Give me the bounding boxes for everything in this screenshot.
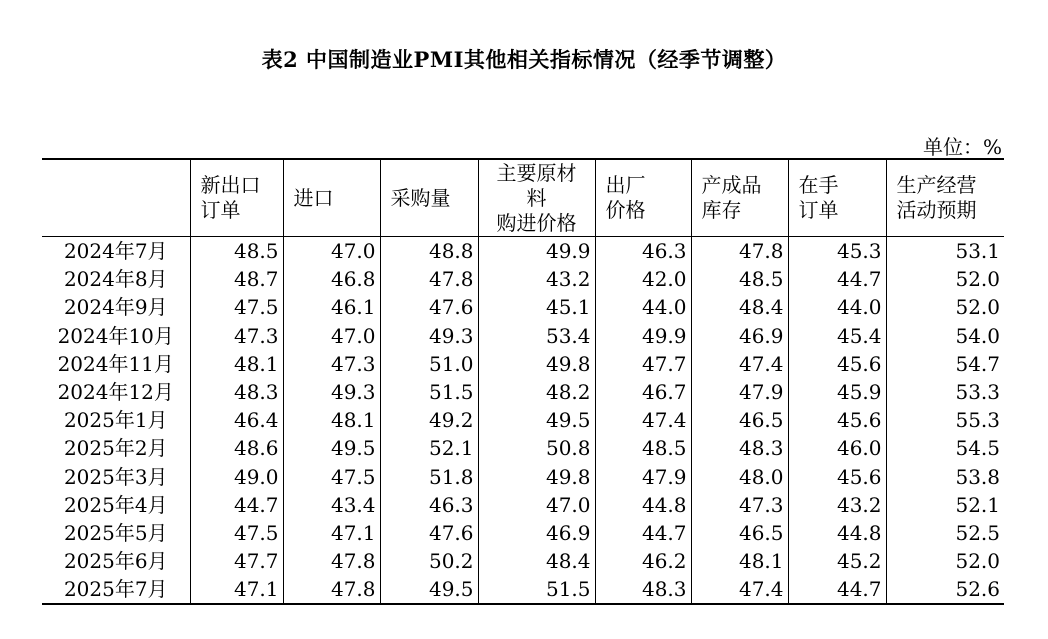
header-input-prices: 主要原材 料 购进价格	[478, 159, 595, 237]
header-backlog-orders: 在手 订单	[788, 159, 886, 237]
cell: 48.3	[190, 378, 283, 406]
cell: 49.2	[380, 406, 478, 434]
cell: 49.3	[283, 378, 380, 406]
cell: 47.6	[380, 293, 478, 321]
cell: 47.8	[691, 237, 788, 266]
table-row	[42, 350, 1004, 378]
cell: 45.2	[788, 547, 886, 575]
cell: 45.6	[788, 350, 886, 378]
cell: 47.4	[691, 575, 788, 604]
cell: 46.3	[380, 491, 478, 519]
row-month: 2024年11月	[57, 351, 174, 376]
header-finished-goods-inventory: 产成品 库存	[691, 159, 788, 237]
cell: 47.8	[380, 265, 478, 293]
cell: 44.7	[595, 519, 691, 547]
cell: 47.3	[691, 491, 788, 519]
header-new-export-orders: 新出口 订单	[190, 159, 283, 237]
table-title: 表2 中国制造业PMI其他相关指标情况（经季节调整）	[261, 47, 787, 72]
cell: 52.0	[886, 547, 1004, 575]
cell: 50.2	[380, 547, 478, 575]
cell: 48.1	[283, 406, 380, 434]
row-month: 2024年7月	[63, 239, 168, 264]
cell: 47.4	[595, 406, 691, 434]
cell: 48.6	[190, 434, 283, 462]
header-purchase-quantity: 采购量	[380, 159, 478, 237]
cell: 44.8	[788, 519, 886, 547]
cell: 52.5	[886, 519, 1004, 547]
table-row	[42, 547, 1004, 575]
header-output-prices: 出厂 价格	[595, 159, 691, 237]
cell: 49.8	[478, 350, 595, 378]
table-row	[42, 519, 1004, 547]
cell: 47.9	[691, 378, 788, 406]
cell: 47.9	[595, 463, 691, 491]
cell: 46.5	[691, 519, 788, 547]
cell: 45.6	[788, 406, 886, 434]
cell: 48.1	[691, 547, 788, 575]
row-month: 2025年4月	[63, 492, 168, 517]
cell: 47.7	[190, 547, 283, 575]
table-row	[42, 575, 1004, 604]
row-month: 2024年8月	[63, 267, 168, 292]
cell: 45.9	[788, 378, 886, 406]
cell: 43.2	[478, 265, 595, 293]
cell: 52.1	[380, 434, 478, 462]
cell: 47.5	[190, 519, 283, 547]
cell: 53.4	[478, 322, 595, 350]
cell: 47.0	[478, 491, 595, 519]
cell: 45.6	[788, 463, 886, 491]
cell: 52.1	[886, 491, 1004, 519]
cell: 49.5	[283, 434, 380, 462]
cell: 48.1	[190, 350, 283, 378]
cell: 48.5	[691, 265, 788, 293]
cell: 48.0	[691, 463, 788, 491]
cell: 51.5	[478, 575, 595, 604]
row-month: 2025年3月	[63, 464, 168, 489]
cell: 48.7	[190, 265, 283, 293]
table-row	[42, 322, 1004, 350]
cell: 48.4	[691, 293, 788, 321]
cell: 47.5	[190, 293, 283, 321]
row-month: 2025年2月	[63, 436, 168, 461]
cell: 53.3	[886, 378, 1004, 406]
cell: 47.8	[283, 575, 380, 604]
cell: 46.5	[691, 406, 788, 434]
cell: 43.2	[788, 491, 886, 519]
cell: 45.3	[788, 237, 886, 266]
cell: 44.7	[190, 491, 283, 519]
cell: 48.2	[478, 378, 595, 406]
cell: 44.7	[788, 575, 886, 604]
row-month: 2024年9月	[63, 295, 168, 320]
cell: 47.3	[283, 350, 380, 378]
table-row	[42, 237, 1004, 266]
cell: 54.5	[886, 434, 1004, 462]
cell: 45.4	[788, 322, 886, 350]
cell: 46.3	[595, 237, 691, 266]
cell: 46.8	[283, 265, 380, 293]
cell: 46.0	[788, 434, 886, 462]
cell: 43.4	[283, 491, 380, 519]
cell: 49.5	[478, 406, 595, 434]
cell: 47.1	[283, 519, 380, 547]
cell: 48.5	[595, 434, 691, 462]
cell: 52.0	[886, 293, 1004, 321]
cell: 47.1	[190, 575, 283, 604]
cell: 42.0	[595, 265, 691, 293]
header-month	[42, 159, 190, 237]
row-month: 2025年1月	[63, 408, 168, 433]
cell: 47.7	[595, 350, 691, 378]
cell: 48.8	[380, 237, 478, 266]
cell: 51.5	[380, 378, 478, 406]
cell: 46.9	[478, 519, 595, 547]
cell: 49.9	[478, 237, 595, 266]
cell: 54.0	[886, 322, 1004, 350]
cell: 51.0	[380, 350, 478, 378]
table-row	[42, 406, 1004, 434]
cell: 44.0	[788, 293, 886, 321]
row-month: 2024年10月	[57, 323, 174, 348]
cell: 44.7	[788, 265, 886, 293]
cell: 47.6	[380, 519, 478, 547]
cell: 53.8	[886, 463, 1004, 491]
table-row	[42, 265, 1004, 293]
cell: 55.3	[886, 406, 1004, 434]
cell: 44.0	[595, 293, 691, 321]
cell: 47.4	[691, 350, 788, 378]
cell: 46.2	[595, 547, 691, 575]
cell: 49.9	[595, 322, 691, 350]
cell: 49.5	[380, 575, 478, 604]
cell: 47.0	[283, 322, 380, 350]
cell: 52.0	[886, 265, 1004, 293]
cell: 47.0	[283, 237, 380, 266]
header-business-expectations: 生产经营 活动预期	[886, 159, 1004, 237]
cell: 47.3	[190, 322, 283, 350]
cell: 49.0	[190, 463, 283, 491]
unit-label: 单位：%	[922, 135, 1002, 159]
table-row	[42, 434, 1004, 462]
cell: 46.4	[190, 406, 283, 434]
row-month: 2024年12月	[57, 380, 174, 405]
row-month: 2025年6月	[63, 549, 168, 574]
cell: 49.8	[478, 463, 595, 491]
row-month: 2025年5月	[63, 520, 168, 545]
cell: 48.5	[190, 237, 283, 266]
cell: 48.3	[595, 575, 691, 604]
row-month: 2025年7月	[42, 575, 190, 604]
cell: 48.3	[691, 434, 788, 462]
cell: 52.6	[886, 575, 1004, 604]
cell: 50.8	[478, 434, 595, 462]
header-row	[42, 159, 1004, 237]
cell: 49.3	[380, 322, 478, 350]
cell: 53.1	[886, 237, 1004, 266]
cell: 47.8	[283, 547, 380, 575]
pmi-indicator-table	[42, 158, 1004, 605]
cell: 47.5	[283, 463, 380, 491]
table-row	[42, 491, 1004, 519]
cell: 48.4	[478, 547, 595, 575]
cell: 51.8	[380, 463, 478, 491]
cell: 46.1	[283, 293, 380, 321]
table-row	[42, 378, 1004, 406]
cell: 45.1	[478, 293, 595, 321]
cell: 54.7	[886, 350, 1004, 378]
cell: 46.7	[595, 378, 691, 406]
cell: 44.8	[595, 491, 691, 519]
table-row	[42, 463, 1004, 491]
table-row	[42, 293, 1004, 321]
header-imports: 进口	[283, 159, 380, 237]
cell: 46.9	[691, 322, 788, 350]
